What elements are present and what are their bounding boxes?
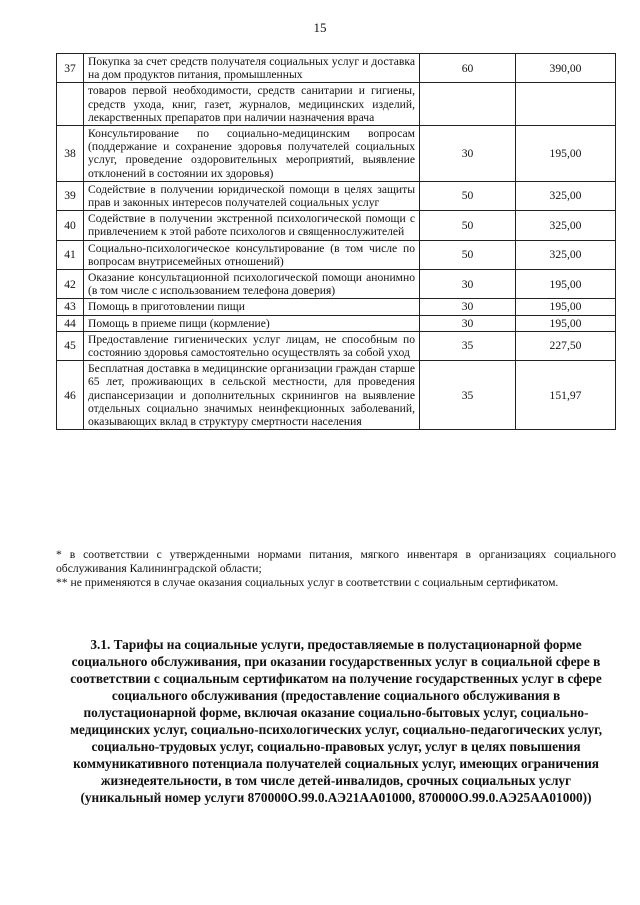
table-row [57, 126, 616, 182]
page-number: 15 [313, 20, 327, 35]
service-quantity: 35 [420, 331, 516, 360]
row-number: 39 [57, 181, 84, 210]
service-quantity [420, 83, 516, 126]
table-row [57, 315, 616, 331]
service-price: 195,00 [516, 315, 616, 331]
service-name: Консультирование по социально-медицинским вопросам (поддержание и сохранение здоровья получателей социальных услуг, проведение оздоровительных мероприятий, выявление отклонений в состоянии их здоровья) [84, 126, 420, 182]
service-name: Оказание консультационной психологической помощи анонимно (в том числе с использованием телефона доверия) [84, 270, 420, 299]
service-quantity: 30 [420, 270, 516, 299]
service-price: 227,50 [516, 331, 616, 360]
service-quantity: 35 [420, 361, 516, 430]
service-price: 151,97 [516, 361, 616, 430]
services-tariff-table [56, 53, 616, 430]
table-row [57, 270, 616, 299]
service-quantity: 50 [420, 211, 516, 240]
service-quantity: 30 [420, 315, 516, 331]
table-row [57, 83, 616, 126]
service-quantity: 30 [420, 126, 516, 182]
service-price: 325,00 [516, 181, 616, 210]
table-row [57, 211, 616, 240]
service-price [516, 83, 616, 126]
service-name: товаров первой необходимости, средств санитарии и гигиены, средств ухода, книг, газет, журналов, медицинских изделий, лекарственных препаратов при наличии назначения врача [84, 83, 420, 126]
row-number: 40 [57, 211, 84, 240]
service-name: Помощь в приеме пищи (кормление) [84, 315, 420, 331]
service-price: 325,00 [516, 240, 616, 269]
service-price: 195,00 [516, 299, 616, 315]
row-number [57, 83, 84, 126]
table-row [57, 54, 616, 83]
service-price: 325,00 [516, 211, 616, 240]
table-row [57, 240, 616, 269]
service-quantity: 50 [420, 181, 516, 210]
service-name: Социально-психологическое консультирование (в том числе по вопросам внутрисемейных отношений) [84, 240, 420, 269]
table-row [57, 331, 616, 360]
table-row [57, 181, 616, 210]
row-number: 46 [57, 361, 84, 430]
service-name: Бесплатная доставка в медицинские организации граждан старше 65 лет, проживающих в сельской местности, для проведения диспансеризации и дополнительных скринингов на выявление отдельных социально значимых неинфекционных заболеваний, оказывающих вклад в структуру смертности населения [84, 361, 420, 430]
row-number: 44 [57, 315, 84, 331]
footnote-1: * в соответствии с утвержденными нормами питания, мягкого инвентаря в организациях социального обслуживания Калининградской области; [56, 548, 616, 575]
section-heading-text: 3.1. Тарифы на социальные услуги, предоставляемые в полустационарной форме социального обслуживания, при оказании государственных услуг в социальной сфере в соответствии с социальным сертификатом на получение государственных услуг в сфере социального обслуживания (предоставление социального обслуживания в полустационарной форме, включая оказание социально-бытовых услуг, социально-медицинских услуг, социально-психологических услуг, социально-педагогических услуг, социально-трудовых услуг, социально-правовых услуг, услуг в целях повышения коммуникативного потенциала получателей социальных услуг, имеющих ограничения жизнедеятельности, в том числе детей-инвалидов, срочных социальных услуг [69, 637, 603, 788]
footnotes [56, 548, 616, 590]
service-quantity: 50 [420, 240, 516, 269]
table-row [57, 361, 616, 430]
service-quantity: 60 [420, 54, 516, 83]
row-number: 45 [57, 331, 84, 360]
row-number: 38 [57, 126, 84, 182]
row-number: 43 [57, 299, 84, 315]
service-price: 195,00 [516, 270, 616, 299]
service-price: 390,00 [516, 54, 616, 83]
service-quantity: 30 [420, 299, 516, 315]
unique-service-number: (уникальный номер услуги 870000О.99.0.АЭ21АА01000, 870000О.99.0.АЭ25АА01000)) [80, 790, 592, 805]
service-name: Содействие в получении юридической помощи в целях защиты прав и законных интересов получателей социальных услуг [84, 181, 420, 210]
service-name: Покупка за счет средств получателя социальных услуг и доставка на дом продуктов питания, промышленных [84, 54, 420, 83]
service-name: Помощь в приготовлении пищи [84, 299, 420, 315]
service-price: 195,00 [516, 126, 616, 182]
row-number: 41 [57, 240, 84, 269]
table-row [57, 299, 616, 315]
row-number: 37 [57, 54, 84, 83]
service-name: Содействие в получении экстренной психологической помощи с привлечением к этой работе психологов и священнослужителей [84, 211, 420, 240]
table-body [57, 54, 616, 430]
row-number: 42 [57, 270, 84, 299]
footnote-2: ** не применяются в случае оказания социальных услуг в соответствии с социальным сертификатом. [56, 576, 559, 589]
section-heading [56, 636, 616, 806]
service-name: Предоставление гигиенических услуг лицам, не способным по состоянию здоровья самостоятельно осуществлять за собой уход [84, 331, 420, 360]
